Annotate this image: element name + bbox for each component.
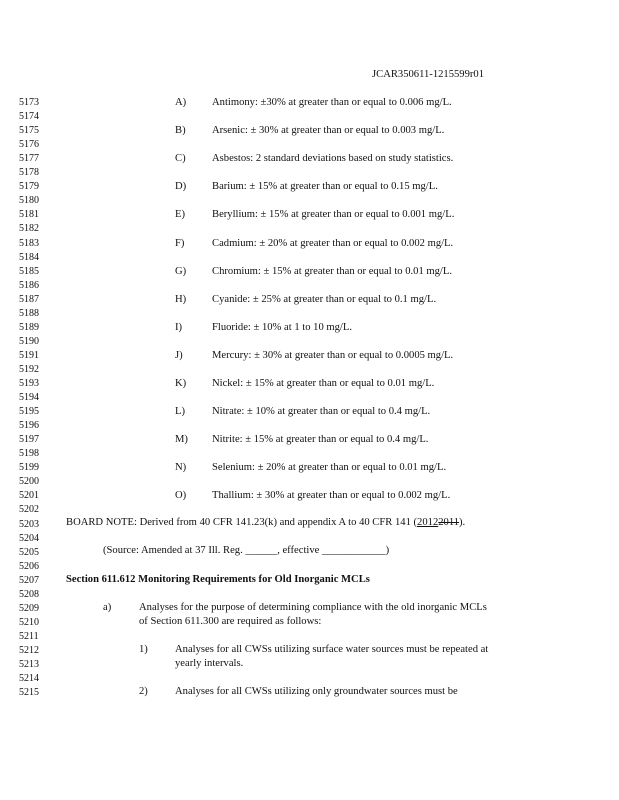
item-text: Nickel: ± 15% at greater than or equal to 0.01 mg/L. [212,378,435,389]
line-number: 5187 [19,293,39,305]
subsection-a-label: a) [103,602,112,613]
line-number: 5178 [19,167,39,179]
source-note-effective-blank: ____________ [322,545,386,556]
line-number: 5204 [19,532,39,544]
line-number: 5214 [19,673,39,685]
source-note-register-blank: ______ [245,545,278,556]
line-number: 5208 [19,588,39,600]
subitem-2-label: 2) [139,686,148,697]
item-letter: K) [175,378,187,389]
board-note-deleted-year: 2011 [438,517,460,528]
item-text: Thallium: ± 30% at greater than or equal to 0.002 mg/L. [212,490,451,502]
item-text: Cadmium: ± 20% at greater than or equal to 0.002 mg/L. [212,237,454,249]
item-letter: B) [175,125,186,137]
line-number: 5184 [19,251,39,263]
line-number: 5179 [19,181,39,193]
line-number: 5186 [19,279,39,291]
line-number: 5191 [19,349,39,361]
line-number: 5212 [19,644,39,656]
line-number: 5203 [19,518,39,530]
item-text: Chromium: ± 15% at greater than or equal to 0.01 mg/L. [212,265,452,277]
item-letter: N) [175,462,187,474]
item-letter: F) [175,237,185,249]
line-number: 5206 [19,560,39,572]
line-number: 5194 [19,392,39,404]
item-letter: O) [175,490,187,502]
subitem-1-line1: Analyses for all CWSs utilizing surface water sources must be repeated at [175,644,489,655]
line-number: 5173 [19,97,39,108]
line-number: 5209 [19,602,39,614]
item-letter: J) [175,349,183,361]
line-number: 5215 [19,687,39,699]
item-letter: A) [175,97,187,108]
board-note-suffix: ). [459,517,466,528]
board-note-prefix: BOARD NOTE: Derived from 40 CFR 141.23(k) and appendix A to 40 CFR 141 ( [66,517,418,528]
line-number: 5182 [19,223,39,235]
item-letter: E) [175,209,185,221]
item-letter: L) [175,406,185,418]
subitem-1-line2: yearly intervals. [175,658,244,669]
source-note [103,545,389,556]
item-letter: M) [175,434,188,446]
subitem-1-label: 1) [139,644,148,655]
line-number: 5181 [19,209,39,221]
item-text: Arsenic: ± 30% at greater than or equal to 0.003 mg/L. [212,125,445,137]
line-number: 5185 [19,265,39,277]
source-note-middle: , effective [277,545,322,556]
item-text: Mercury: ± 30% at greater than or equal to 0.0005 mg/L. [212,349,454,361]
line-number: 5211 [19,630,39,642]
line-number: 5183 [19,237,39,249]
line-number: 5198 [19,448,39,460]
line-number: 5180 [19,195,39,207]
line-number: 5196 [19,420,39,432]
board-note-inserted-year: 2012 [417,517,439,528]
line-number: 5176 [19,139,39,151]
line-number: 5205 [19,546,39,558]
subsection-a-line2: of Section 611.300 are required as follows: [139,616,322,627]
item-text: Nitrate: ± 10% at greater than or equal to 0.4 mg/L. [212,406,431,418]
line-number: 5189 [19,321,39,333]
item-text: Barium: ± 15% at greater than or equal to 0.15 mg/L. [212,181,438,193]
item-text: Beryllium: ± 15% at greater than or equal to 0.001 mg/L. [212,209,455,221]
item-letter: H) [175,293,187,305]
item-text: Asbestos: 2 standard deviations based on study statistics. [212,153,454,165]
item-letter: I) [175,321,183,333]
item-letter: C) [175,153,186,165]
line-number: 5190 [19,335,39,347]
section-heading: Section 611.612 Monitoring Requirements for Old Inorganic MCLs [66,574,370,585]
line-number: 5197 [19,434,39,446]
line-number: 5213 [19,659,39,670]
source-note-suffix: ) [385,545,390,556]
line-number: 5193 [19,378,39,389]
line-number: 5188 [19,307,39,319]
line-number: 5202 [19,504,39,516]
line-number: 5174 [19,111,39,123]
board-note [66,517,465,528]
line-number: 5195 [19,406,39,418]
subitem-2-line1: Analyses for all CWSs utilizing only groundwater sources must be [175,686,458,697]
item-text: Antimony: ±30% at greater than or equal to 0.006 mg/L. [212,97,452,108]
line-number: 5207 [19,574,39,586]
line-number: 5210 [19,616,39,628]
document-id-header: JCAR350611-1215599r01 [372,69,485,80]
line-number: 5201 [19,490,39,502]
line-number: 5177 [19,153,39,165]
line-number: 5175 [19,125,39,137]
line-number: 5192 [19,363,39,375]
item-text: Cyanide: ± 25% at greater than or equal to 0.1 mg/L. [212,293,437,305]
line-number: 5199 [19,462,39,474]
item-letter: G) [175,265,187,277]
item-letter: D) [175,181,187,193]
subsection-a-line1: Analyses for the purpose of determining compliance with the old inorganic MCLs [139,602,487,613]
item-text: Selenium: ± 20% at greater than or equal to 0.01 mg/L. [212,462,447,474]
item-text: Nitrite: ± 15% at greater than or equal to 0.4 mg/L. [212,434,429,446]
item-text: Fluoride: ± 10% at 1 to 10 mg/L. [212,321,352,333]
source-note-prefix: (Source: Amended at 37 Ill. Reg. [103,545,246,556]
line-number: 5200 [19,476,39,488]
